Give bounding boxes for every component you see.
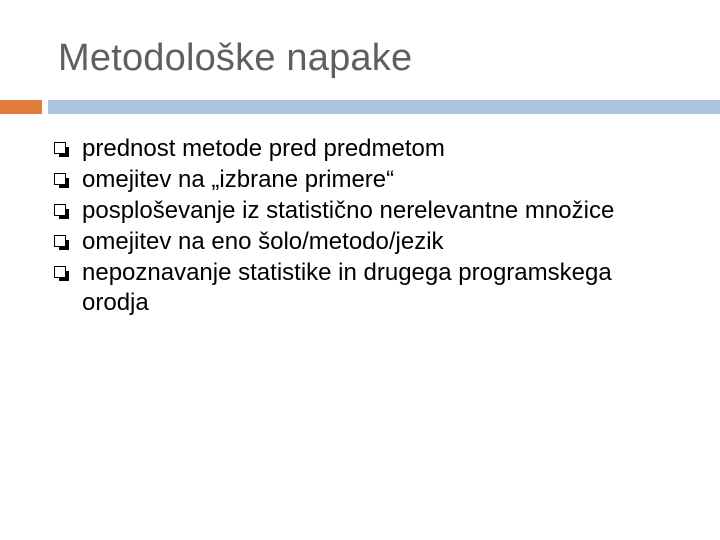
square-bullet-icon bbox=[54, 173, 66, 185]
title-accent-bar bbox=[0, 100, 42, 114]
bullet-item bbox=[54, 227, 654, 257]
slide-title: Metodološke napake bbox=[58, 37, 413, 79]
bullet-item bbox=[54, 134, 654, 164]
bullet-item bbox=[54, 165, 654, 195]
bullet-text: prednost metode pred predmetom bbox=[82, 135, 445, 162]
bullet-item bbox=[54, 258, 654, 318]
square-bullet-icon bbox=[54, 204, 66, 216]
bullet-text: omejitev na „izbrane primere“ bbox=[82, 166, 395, 193]
title-rule-bar bbox=[48, 100, 720, 114]
square-bullet-icon bbox=[54, 235, 66, 247]
square-bullet-icon bbox=[54, 266, 66, 278]
bullet-text: omejitev na eno šolo/metodo/jezik bbox=[82, 228, 444, 255]
bullet-text: nepoznavanje statistike in drugega programskega orodja bbox=[82, 259, 612, 316]
square-bullet-icon bbox=[54, 142, 66, 154]
bullet-item bbox=[54, 196, 654, 226]
bullet-text: posploševanje iz statistično nerelevantne množice bbox=[82, 197, 615, 224]
bullet-list bbox=[54, 134, 654, 319]
